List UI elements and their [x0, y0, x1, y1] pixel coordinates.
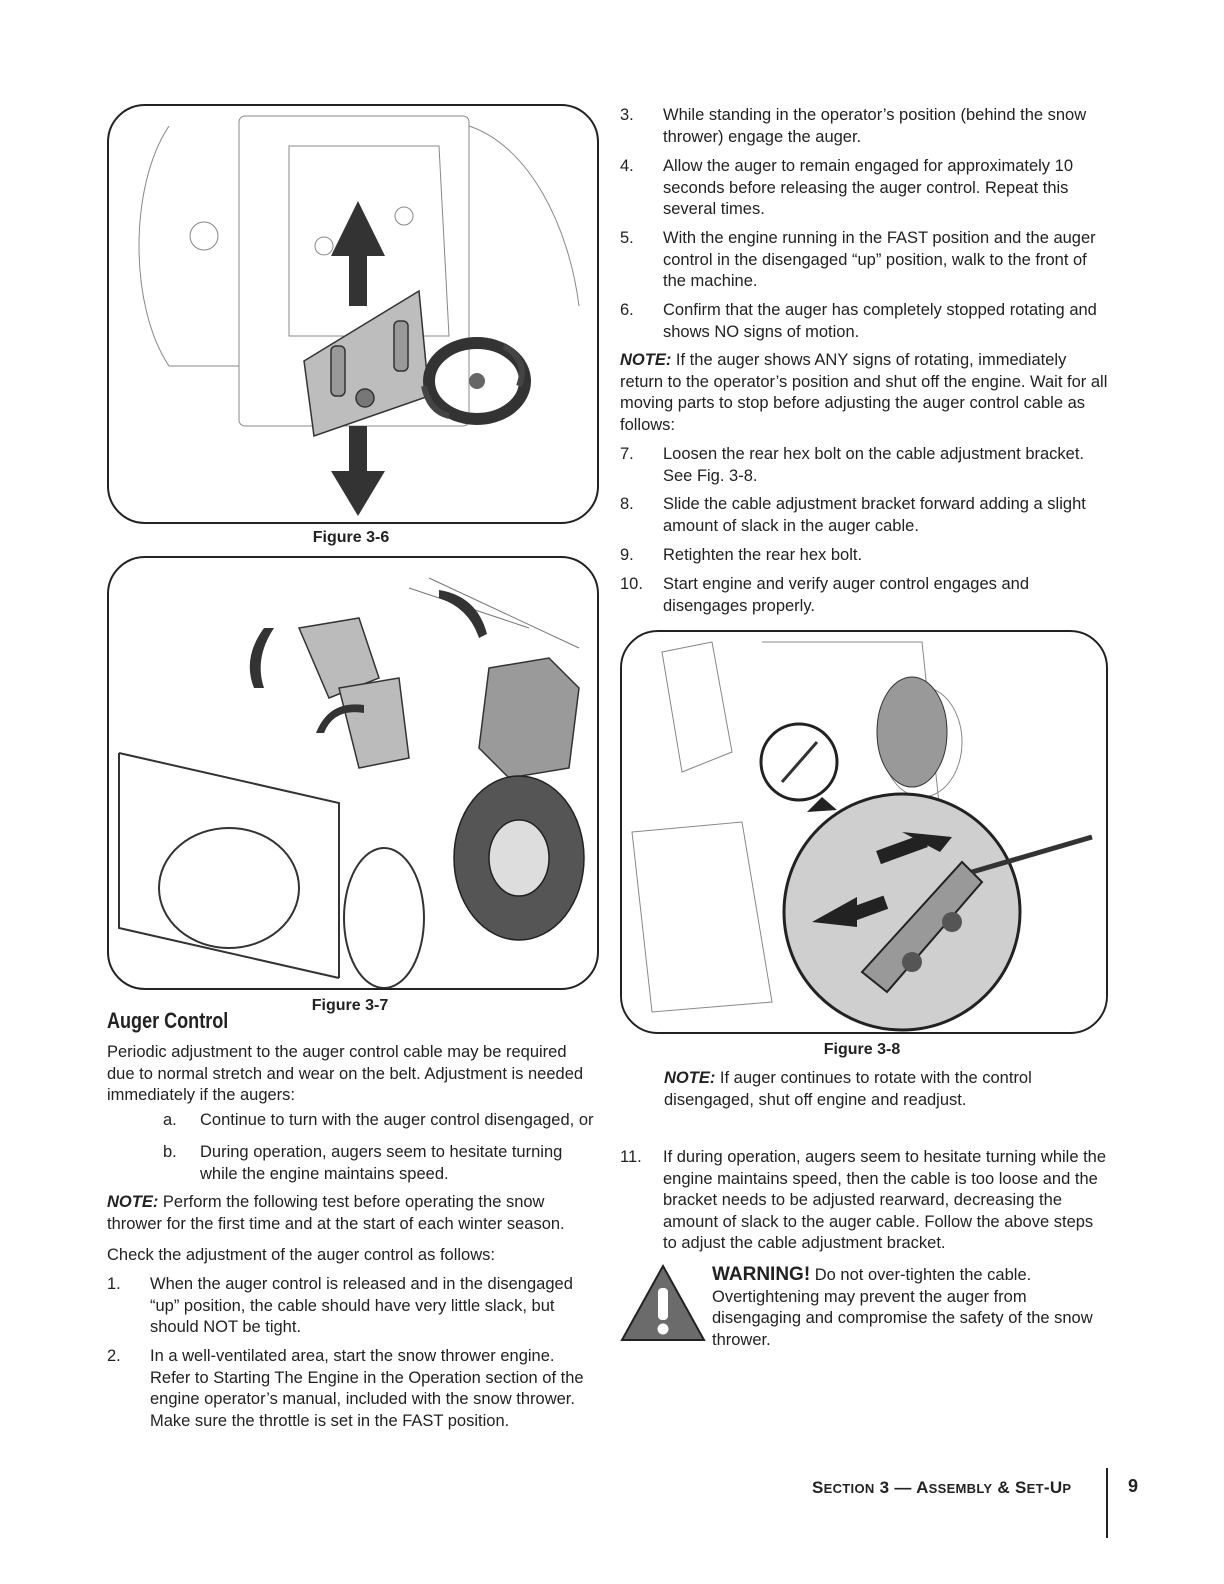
figure-3-7-caption: Figure 3-7 [311, 997, 389, 1014]
warning-text: Do not over-tighten the cable. Overtightening may prevent the auger from disengaging and compromise the safety of the snow thrower. [712, 1266, 1093, 1349]
check-adjustment-text: Check the adjustment of the auger control as follows: [107, 1246, 495, 1264]
warning-message [712, 1264, 1108, 1351]
note-auger-continues [664, 1068, 1104, 1111]
note-auger-rotating [620, 350, 1110, 436]
figure-3-6 [107, 104, 599, 524]
figure-3-7-illustration [109, 558, 597, 988]
step-number: 1. [107, 1275, 121, 1293]
figure-3-7 [107, 556, 599, 990]
auger-housing [119, 753, 424, 988]
chute [299, 618, 409, 768]
step-text: If during operation, augers seem to hesitate turning while the engine maintains speed, then the cable is too loose and the bracket needs to be adjusted rearward, decreasing the amount of slack to the auger cable. Follow the above steps to adjust the cable adjustment bracket. [663, 1148, 1107, 1252]
page-footer-section-title: SECTION 3 — ASSEMBLY & SET-UP [812, 1478, 1072, 1497]
figure-3-8 [620, 630, 1108, 1034]
note-label: NOTE: [620, 351, 672, 369]
step-text: Retighten the rear hex bolt. [663, 546, 863, 564]
warning-title: WARNING! [712, 1264, 811, 1285]
step-text: Confirm that the auger has completely stopped rotating and shows NO signs of motion. [663, 301, 1097, 341]
note-label: NOTE: [664, 1069, 716, 1087]
sub-item-label: a. [163, 1111, 177, 1129]
note-text: Perform the following test before operating the snow thrower for the first time and at the start of each winter season. [107, 1193, 565, 1233]
section-heading-auger-control: Auger Control [107, 1008, 229, 1033]
note-test-before-operating [107, 1192, 597, 1235]
step-number: 6. [620, 301, 634, 319]
warning-icon [620, 1264, 706, 1342]
step-number: 2. [107, 1347, 121, 1365]
sub-item-text: Continue to turn with the auger control disengaged, or [200, 1111, 594, 1129]
zoom-callout-small [761, 724, 837, 812]
figure-3-6-caption: Figure 3-6 [312, 529, 390, 546]
engine [479, 658, 579, 778]
step-text: Start engine and verify auger control engages and disengages properly. [663, 575, 1029, 615]
step-number: 9. [620, 546, 634, 564]
figure-3-6-illustration [109, 106, 597, 522]
page-number: 9 [1128, 1476, 1139, 1496]
step-text: When the auger control is released and in the disengaged “up” position, the cable should have very little slack, but should NOT be tight. [150, 1275, 573, 1336]
step-number: 4. [620, 157, 634, 175]
step-text: In a well-ventilated area, start the snow thrower engine. Refer to Starting The Engine in the Operation section of the engine operator’s manual, included with the snow thrower. Make sure the throttle is set in the FAST position. [150, 1347, 584, 1430]
step-text: With the engine running in the FAST position and the auger control in the disengaged “up” position, walk to the front of the machine. [663, 229, 1096, 290]
wheel [454, 776, 584, 940]
step-text: While standing in the operator’s position (behind the snow thrower) engage the auger. [663, 106, 1087, 146]
figure-3-8-caption: Figure 3-8 [823, 1041, 901, 1058]
step-number: 11. [620, 1148, 642, 1166]
detail-inset [424, 343, 525, 419]
step-number: 5. [620, 229, 634, 247]
step-text: Loosen the rear hex bolt on the cable adjustment bracket. See Fig. 3-8. [663, 445, 1085, 485]
tire [877, 677, 947, 787]
step-number: 3. [620, 106, 634, 124]
step-number: 7. [620, 445, 634, 463]
auger-control-intro: Periodic adjustment to the auger control cable may be required due to normal stretch and wear on the belt. Adjustment is needed immediately if the augers: [107, 1043, 584, 1104]
sub-item-label: b. [163, 1143, 177, 1161]
footer-divider [1106, 1468, 1108, 1538]
figure-3-8-illustration [622, 632, 1106, 1032]
note-text: If the auger shows ANY signs of rotating, immediately return to the operator’s position and shut off the engine. Wait for all moving parts to stop before adjusting the auger control cable as follows: [620, 351, 1108, 434]
step-text: Allow the auger to remain engaged for approximately 10 seconds before releasing the auger control. Repeat this several times. [663, 157, 1073, 218]
note-text: If auger continues to rotate with the control disengaged, shut off engine and readjust. [664, 1069, 1032, 1109]
step-number: 10. [620, 575, 643, 593]
up-arrow [331, 201, 385, 306]
step-text: Slide the cable adjustment bracket forward adding a slight amount of slack in the auger cable. [663, 495, 1086, 535]
sub-item-text: During operation, augers seem to hesitate turning while the engine maintains speed. [200, 1143, 563, 1183]
note-label: NOTE: [107, 1193, 159, 1211]
step-number: 8. [620, 495, 634, 513]
down-arrow [331, 426, 385, 516]
